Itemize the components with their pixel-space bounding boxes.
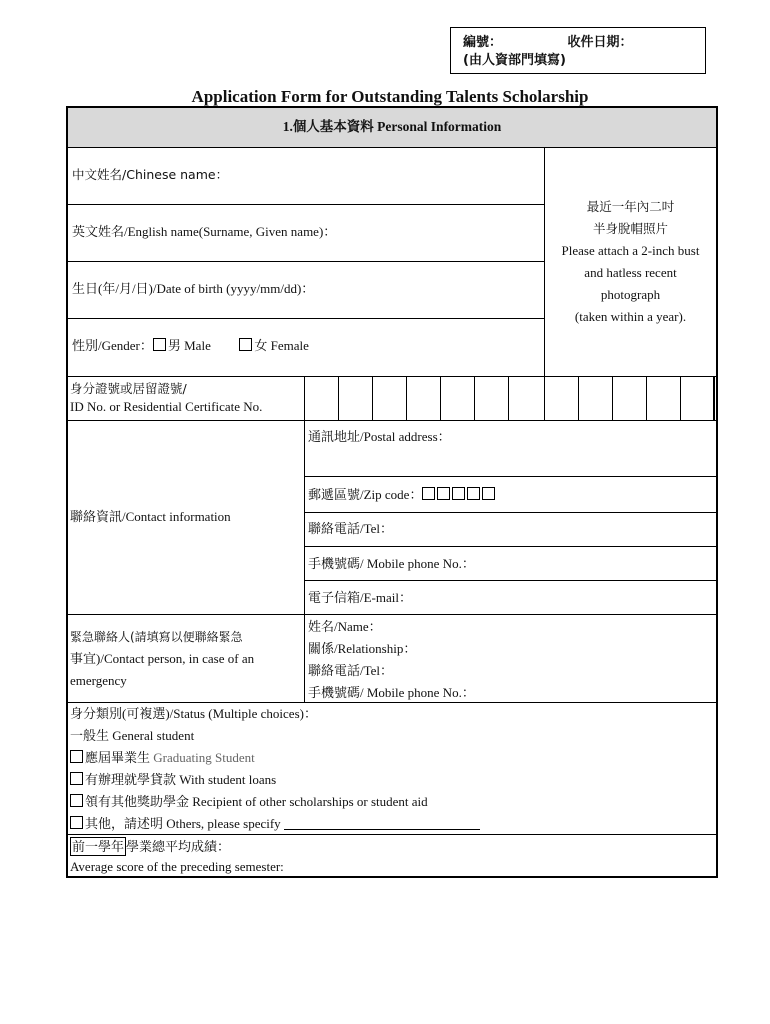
id-label-zh: 身分證號或居留證號/	[70, 381, 187, 396]
id-digit-box[interactable]	[680, 376, 681, 420]
id-label-en: ID No. or Residential Certificate No.	[70, 399, 263, 414]
status-heading: 身分類別(可複選)/Status (Multiple choices)：	[70, 706, 317, 721]
divider	[68, 420, 716, 421]
contact-label-text: 聯絡資訊/Contact information	[70, 509, 231, 524]
emergency-label-line-1: 緊急聯絡人(請填寫以便聯絡緊急	[70, 630, 243, 644]
divider	[304, 580, 716, 581]
office-use-box	[450, 27, 706, 74]
divider	[304, 376, 305, 420]
emergency-name-label: 姓名/Name：	[308, 619, 382, 634]
id-digit-box[interactable]	[338, 376, 339, 420]
other-scholarship-checkbox[interactable]	[70, 794, 83, 807]
photo-instruction-zh-1: 最近一年內二吋	[586, 199, 675, 214]
zip-digit-box[interactable]	[452, 487, 465, 500]
id-label	[70, 380, 262, 416]
status-section	[70, 703, 710, 835]
status-graduating-en: Graduating Student	[153, 750, 255, 765]
emergency-label-line-2: 事宜)/Contact person, in case of an	[70, 651, 255, 666]
divider	[68, 204, 544, 205]
status-other-scholarship	[70, 791, 710, 813]
photo-instruction-en-3: photograph	[600, 287, 661, 302]
tel-field[interactable]	[308, 520, 393, 538]
divider	[304, 512, 716, 513]
others-checkbox[interactable]	[70, 816, 83, 829]
id-digit-box[interactable]	[646, 376, 647, 420]
email-field[interactable]	[308, 589, 412, 607]
emergency-label-line-3: emergency	[70, 673, 127, 688]
divider	[304, 476, 716, 477]
section-heading-text: 1.個人基本資料 Personal Information	[282, 119, 502, 134]
divider	[68, 318, 544, 319]
divider	[713, 376, 715, 420]
emergency-relationship-label: 關係/Relationship：	[308, 641, 417, 656]
gender-label: 性別/Gender：	[72, 338, 153, 353]
score-label-en: Average score of the preceding semester:	[70, 859, 284, 874]
application-form	[66, 106, 718, 878]
status-general: 一般生 General student	[70, 728, 195, 743]
mobile-field[interactable]	[308, 555, 475, 573]
male-checkbox[interactable]	[153, 338, 166, 351]
status-loans	[70, 769, 710, 791]
photo-box[interactable]	[544, 148, 716, 376]
others-specify-line[interactable]	[284, 817, 480, 830]
form-title: Application Form for Outstanding Talents Scholarship	[191, 87, 589, 106]
emergency-contact-fields[interactable]	[308, 616, 475, 704]
photo-instruction-en-1: Please attach a 2-inch bust	[561, 243, 700, 258]
divider	[68, 614, 716, 615]
contact-label	[70, 508, 231, 526]
status-others-label: 其他，請述明 Others, please specify	[85, 816, 281, 831]
status-other-scholarship-label: 領有其他獎助學金 Recipient of other scholarships or student aid	[85, 794, 428, 809]
status-graduating	[70, 747, 710, 769]
status-loans-label: 有辦理就學貸款 With student loans	[85, 772, 277, 787]
zip-code-label: 郵遞區號/Zip code：	[308, 487, 423, 502]
emergency-tel-label: 聯絡電話/Tel：	[308, 663, 394, 678]
photo-instruction-zh-2: 半身脫帽照片	[592, 221, 668, 236]
zip-digit-box[interactable]	[482, 487, 495, 500]
score-field[interactable]	[70, 837, 284, 877]
female-checkbox[interactable]	[239, 338, 252, 351]
loans-checkbox[interactable]	[70, 772, 83, 785]
id-digit-box[interactable]	[440, 376, 441, 420]
id-digit-box[interactable]	[474, 376, 475, 420]
divider	[304, 614, 305, 702]
photo-instruction-en-4: (taken within a year).	[574, 309, 687, 324]
english-name-field[interactable]	[72, 223, 336, 241]
emergency-contact-label	[70, 626, 302, 692]
dob-label: 生日(年/月/日)/Date of birth (yyyy/mm/dd)：	[72, 281, 315, 296]
divider	[304, 546, 716, 547]
zip-code-field[interactable]	[308, 486, 497, 504]
section-heading	[68, 108, 716, 148]
received-date-label: 收件日期：	[567, 35, 633, 50]
score-suffix: 學業總平均成績：	[126, 839, 231, 854]
id-digit-box[interactable]	[612, 376, 613, 420]
id-digit-box[interactable]	[544, 376, 545, 420]
photo-instruction-en-2: and hatless recent	[584, 265, 677, 280]
english-name-label: 英文姓名/English name(Surname, Given name)：	[72, 224, 337, 239]
zip-digit-box[interactable]	[467, 487, 480, 500]
mobile-label: 手機號碼/ Mobile phone No.：	[308, 556, 475, 571]
emergency-mobile-label: 手機號碼/ Mobile phone No.：	[308, 685, 475, 700]
score-prefix: 前一學年	[72, 839, 125, 854]
dob-field[interactable]	[72, 280, 314, 298]
divider	[68, 376, 716, 377]
divider	[68, 834, 716, 835]
id-digit-box[interactable]	[372, 376, 373, 420]
female-option: 女 Female	[254, 338, 309, 353]
id-digit-box[interactable]	[508, 376, 509, 420]
email-label: 電子信箱/E-mail：	[308, 590, 412, 605]
status-others	[70, 813, 710, 835]
chinese-name-label: 中文姓名/Chinese name：	[72, 167, 229, 182]
graduating-checkbox[interactable]	[70, 750, 83, 763]
id-digit-box[interactable]	[406, 376, 407, 420]
chinese-name-field[interactable]	[72, 166, 228, 184]
gender-field	[72, 337, 309, 355]
zip-digit-box[interactable]	[422, 487, 435, 500]
serial-number-label: 編號：	[463, 35, 503, 50]
zip-digit-box[interactable]	[437, 487, 450, 500]
id-digit-box[interactable]	[578, 376, 579, 420]
postal-address-label: 通訊地址/Postal address：	[308, 429, 451, 444]
postal-address-field[interactable]	[308, 428, 451, 446]
divider	[68, 261, 544, 262]
male-option: 男 Male	[167, 338, 211, 353]
tel-label: 聯絡電話/Tel：	[308, 521, 394, 536]
office-note: (由人資部門填寫)	[463, 53, 566, 68]
status-graduating-zh: 應屆畢業生	[85, 750, 151, 765]
